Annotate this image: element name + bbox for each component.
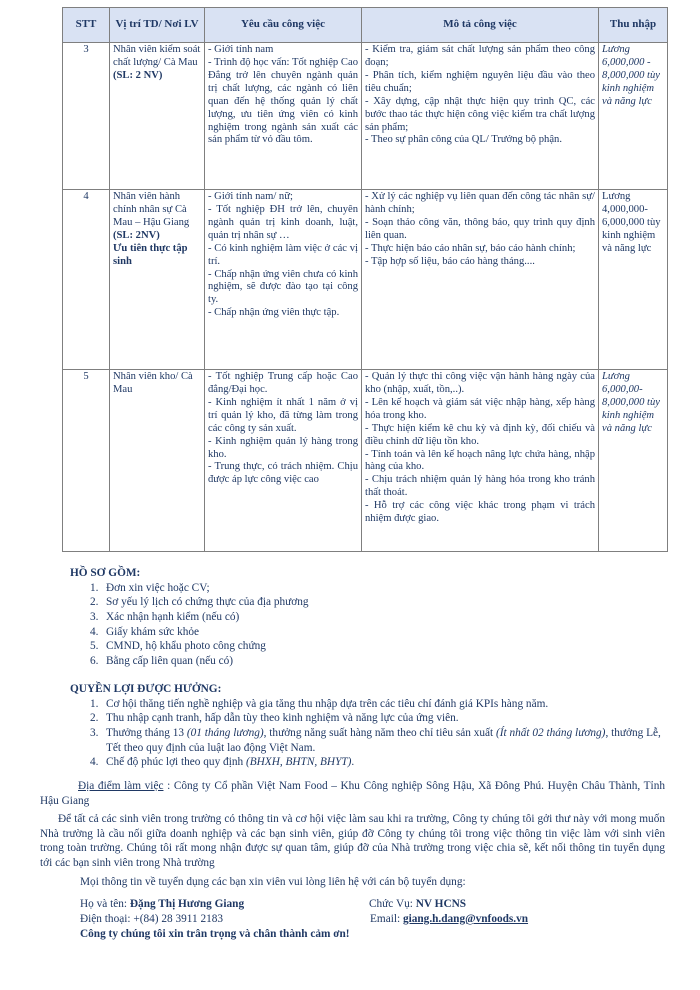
work-location-label: Địa điểm làm việc: [78, 780, 164, 792]
position-quantity: (SL: 2NV): [113, 229, 160, 241]
position-text: Nhân viên kho/ Cà Mau: [113, 371, 193, 395]
requirement-item: - Chấp nhận ứng viên chưa có kinh nghiệm, sẽ được đào tạo tại công ty.: [208, 268, 358, 306]
row-stt: 5: [63, 370, 110, 552]
description-item: - Chịu trách nhiệm quản lý hàng hóa trong kho tránh thất thoát.: [365, 474, 595, 499]
documents-section: [70, 566, 670, 669]
header-income: Thu nhập: [599, 8, 668, 43]
row-stt: 3: [63, 43, 110, 190]
row-stt: 4: [63, 190, 110, 370]
contact-email-label: Email:: [370, 913, 403, 925]
requirement-item: - Kinh nghiệm quản lý hàng trong kho.: [208, 435, 358, 460]
requirement-item: - Có kinh nghiệm làm việc ở các vị trí.: [208, 242, 358, 267]
row-income: Lương 6,000,000 - 8,000,000 tùy kinh nghiệm và năng lực: [599, 43, 668, 190]
requirement-item: - Trung thực, có trách nhiệm. Chịu được áp lực công việc cao: [208, 461, 358, 486]
work-location-text: : Công ty Cổ phần Việt Nam Food – Khu Công nghiệp Sông Hậu, Xã Đông Phú. Huyện Châu Thành, Tỉnh Hậu Giang: [40, 780, 665, 807]
list-item: 6. Bằng cấp liên quan (nếu có): [90, 655, 234, 668]
list-item: 4. Giấy khám sức khỏe: [90, 625, 200, 638]
row-income: Lương 6,000,00-8,000,000 tùy kinh nghiệm và năng lực: [599, 370, 668, 552]
contact-name: Đặng Thị Hương Giang: [129, 898, 245, 910]
contact-title-label: Chức Vụ:: [369, 898, 416, 910]
description-item: - Xử lý các nghiệp vụ liên quan đến công tác nhân sự/ hành chính;: [365, 191, 595, 215]
requirement-item: - Chấp nhận ứng viên thực tập.: [208, 307, 340, 319]
requirement-item: - Tốt nghiệp Trung cấp hoặc Cao đẳng/Đại học.: [208, 371, 358, 395]
description-item: - Hỗ trợ các công việc khác trong phạm vi trách nhiệm được giao.: [365, 500, 595, 525]
list-item: 1. Đơn xin việc hoặc CV;: [90, 581, 210, 594]
benefits-list: [70, 697, 670, 770]
list-item: 2. Thu nhập cạnh tranh, hấp dẫn tùy theo kinh nghiệm và năng lực của ứng viên.: [90, 712, 459, 725]
row-description: [362, 43, 599, 190]
documents-heading: HỒ SƠ GỒM:: [70, 567, 141, 579]
row-requirements: [205, 190, 362, 370]
contact-email-link[interactable]: giang.h.dang@vnfoods.vn: [402, 913, 529, 925]
list-item: 2. Sơ yếu lý lịch có chứng thực của địa phương: [90, 596, 309, 609]
documents-list: [70, 581, 670, 669]
description-item: - Tập hợp số liệu, báo cáo hàng tháng....: [365, 255, 535, 267]
row-description: [362, 370, 599, 552]
requirement-item: - Giới tính nam: [208, 44, 274, 55]
intro-paragraph: Để tất cả các sinh viên trong trường có thông tin và cơ hội việc làm sau khi ra trường, Công ty chúng tôi gởi thư này với mong muốn Nhà trường là cầu nối giữa doanh nghiệp và các bạn sinh viên, giúp đỡ Công ty chúng tôi trong việc thông tin việc làm với sinh viên trong toàn trường. Chúng tôi rất mong nhận được sự quan tâm, giúp đỡ của Nhà trường trong việc chia sẽ, kết nối thông tin tuyển dụng tới các bạn sinh viên trong Nhà trường: [40, 813, 665, 870]
row-requirements: [205, 43, 362, 190]
table-row: [63, 370, 668, 552]
requirement-item: - Tốt nghiệp ĐH trở lên, chuyên ngành quản trị kinh doanh, luật, quản trị nhân sự …: [208, 203, 358, 241]
row-position: [110, 190, 205, 370]
description-item: - Phân tích, kiểm nghiệm nguyên liệu đầu vào theo tiêu chuẩn;: [365, 69, 595, 94]
row-requirements: [205, 370, 362, 552]
description-item: - Thực hiện báo cáo nhân sự, báo cáo hành chính;: [365, 242, 576, 254]
benefits-heading: QUYỀN LỢI ĐƯỢC HƯỞNG:: [70, 683, 222, 695]
requirement-item: - Giới tính nam/ nữ;: [208, 191, 293, 202]
table-header-row: [63, 8, 668, 43]
list-item: 3. Thưởng tháng 13 (01 tháng lương), thưởng năng suất hàng năm theo chỉ tiêu sản xuất (Ít nhất 02 tháng lương), thưởng Lễ, Tết theo quy định của luật lao động Việt Nam.: [90, 727, 661, 754]
description-item: - Tính toán và lên kế hoạch nâng lực chứa hàng, nhập hàng của kho.: [365, 448, 595, 473]
description-item: - Theo sự phân công của QL/ Trưởng bộ phận.: [365, 134, 562, 146]
position-quantity: (SL: 2 NV): [113, 69, 163, 81]
list-item: 5. CMND, hộ khẩu photo công chứng: [90, 640, 266, 653]
position-text: Nhân viên hành chính nhân sự Cà Mau – Hậu Giang: [113, 191, 190, 228]
row-position: [110, 370, 205, 552]
contact-phone: Điện thoại: +(84) 28 3911 2183: [80, 913, 224, 925]
description-item: - Soạn thảo công văn, thông báo, quy trình quy định liên quan.: [365, 216, 595, 241]
work-location: [40, 779, 665, 808]
benefits-section: [70, 682, 670, 770]
header-description: Mô tả công việc: [362, 8, 599, 43]
row-position: [110, 43, 205, 190]
header-position: Vị trí TD/ Nơi LV: [110, 8, 205, 43]
requirement-item: - Kinh nghiệm ít nhất 1 năm ở vị trí quản lý kho, đã từng làm trong các công ty sản xuất.: [208, 396, 358, 434]
list-item: 1. Cơ hội thăng tiến nghề nghiệp và gia tăng thu nhập dựa trên các tiêu chí đánh giá KPIs hàng năm.: [90, 697, 549, 710]
description-item: - Thực hiện kiểm kê chu kỳ và định kỳ, đối chiếu và điều chỉnh dữ liệu tồn kho.: [365, 422, 595, 447]
header-requirements: Yêu cầu công việc: [205, 8, 362, 43]
list-item: 4. Chế độ phúc lợi theo quy định (BHXH, BHTN, BHYT).: [90, 756, 355, 769]
table-row: [63, 190, 668, 370]
list-item: 3. Xác nhận hạnh kiểm (nếu có): [90, 611, 240, 624]
header-stt: STT: [63, 8, 110, 43]
description-item: - Quản lý thực thi công việc vận hành hàng ngày của kho (nhập, xuất, tồn,..).: [365, 371, 595, 395]
description-item: - Kiểm tra, giám sát chất lượng sản phẩm theo công đoạn;: [365, 44, 595, 68]
contact-intro: Mọi thông tin về tuyển dụng các bạn xin viên vui lòng liên hệ với cán bộ tuyển dụng:: [80, 876, 466, 888]
thanks-text: Công ty chúng tôi xin trân trọng và chân thành cảm ơn!: [80, 928, 350, 940]
contact-name-label: Họ và tên:: [80, 898, 130, 910]
requirement-item: - Trình độ học vấn: Tốt nghiệp Cao Đẳng trở lên chuyên ngành quản trị chất lượng, các ngành có liên quan đến hệ thống quản lý chất lượng, ưu tiên ứng viên có kinh nghiệm trong ngành sản xuất các sản phẩm từ vỏ đầu tôm.: [208, 56, 358, 146]
table-row: [63, 43, 668, 190]
description-item: - Lên kế hoạch và giám sát việc nhập hàng, xếp hàng hóa trong kho.: [365, 396, 595, 421]
row-description: [362, 190, 599, 370]
position-note: Ưu tiên thực tập sinh: [113, 242, 188, 267]
row-income: Lương 4,000,000-6,000,000 tùy kinh nghiệm và năng lực: [599, 190, 668, 370]
job-table: [62, 7, 668, 552]
contact-section: [80, 875, 680, 942]
position-text: Nhân viên kiểm soát chất lượng/ Cà Mau: [113, 44, 201, 68]
description-item: - Xây dựng, cập nhật thực hiện quy trình QC, các bước thao tác thực hiện công việc kiểm tra chất lượng sản phẩm;: [365, 95, 595, 133]
contact-title: NV HCNS: [415, 898, 467, 910]
